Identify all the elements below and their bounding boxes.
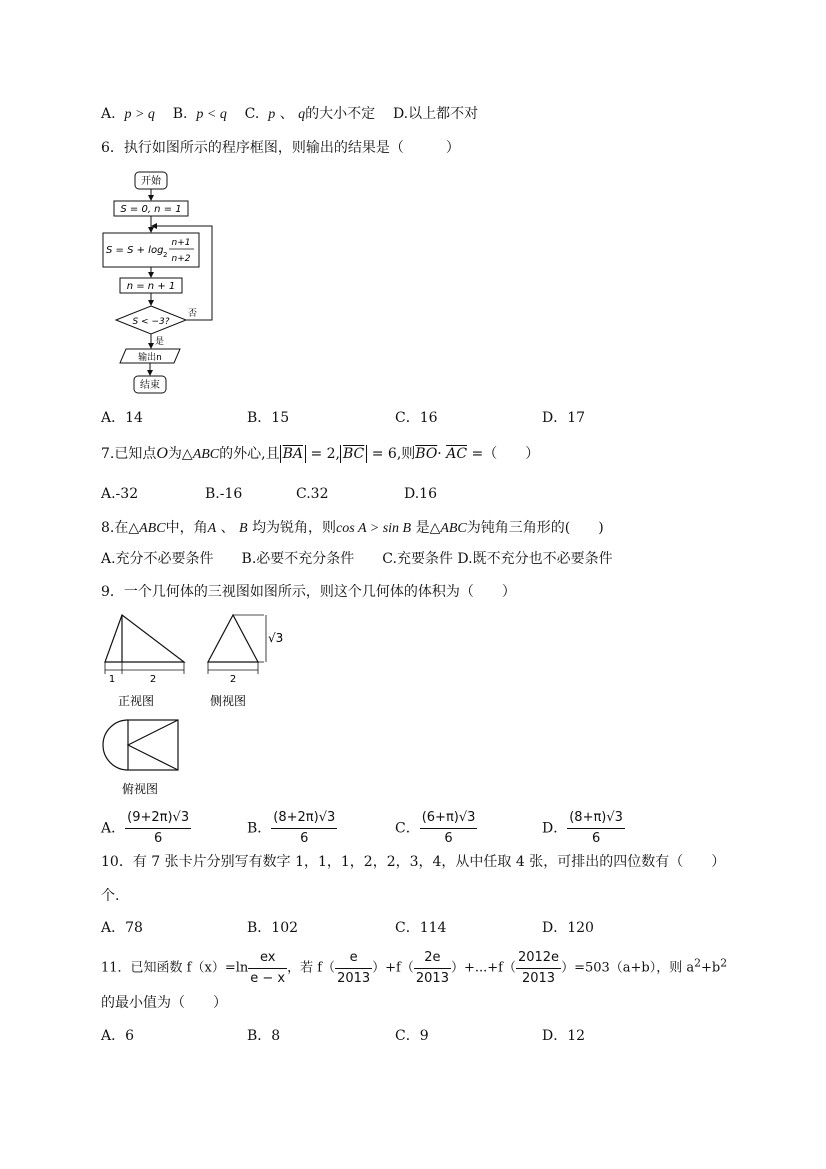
q8-p6: 为钝角三角形的( ) xyxy=(466,520,604,536)
q9-option-d-frac xyxy=(567,808,625,849)
q9-option-a-label: A． xyxy=(101,820,126,837)
side-view-label: 侧视图 xyxy=(210,694,247,708)
q8-a: A xyxy=(207,521,217,536)
q9-option-b-label: B． xyxy=(247,820,272,837)
q9-option-a-frac xyxy=(125,808,191,849)
flow-update-s-text: S = S + log xyxy=(106,245,164,256)
q11-p2: ，若 f（ xyxy=(287,960,336,976)
q8-cond: cos A > sin B xyxy=(336,521,412,536)
q8-p3: 、 xyxy=(220,520,235,536)
q7-mid2: 的外心,且 xyxy=(219,446,280,462)
q7-option-c: C.32 xyxy=(296,486,329,502)
q9-option-a-den: 6 xyxy=(153,831,163,846)
q11-p1: 11．已知函数 f（x）=ln xyxy=(101,960,249,976)
q6-flowchart xyxy=(100,168,230,400)
front-view-label: 正视图 xyxy=(118,694,155,708)
q7-eq1: = 2, xyxy=(310,446,340,462)
q11-option-a: A．6 xyxy=(101,1028,135,1044)
q6-option-d: D．17 xyxy=(542,410,586,426)
q10-stem-line2: 个. xyxy=(101,888,120,904)
q9-option-c-label: C． xyxy=(395,820,420,837)
q5-c-text: 的大小不定 xyxy=(305,106,376,122)
q7-eq2: = 6 xyxy=(371,446,397,462)
q7-abs-ba xyxy=(280,445,306,463)
q9-option-d-label: D． xyxy=(542,820,568,837)
flow-frac-den: n+2 xyxy=(171,254,191,264)
front-dim-2: 2 xyxy=(149,674,157,685)
q11-t2-num: 2e xyxy=(414,948,451,969)
flow-start-text: 开始 xyxy=(141,176,161,187)
flow-yes-label: 是 xyxy=(155,337,165,347)
q11-sup2: 2 xyxy=(720,956,728,970)
q9-option-b xyxy=(247,808,337,849)
q7-vec-bc: $\overline{BC}$ xyxy=(343,446,365,462)
flow-output-text: 输出n xyxy=(138,353,162,363)
q7-o: O xyxy=(156,445,168,462)
q7-abs-bc xyxy=(340,445,367,463)
q11-p5: ）=503（a+b），则 a xyxy=(561,960,695,976)
q11-t1-den: 2013 xyxy=(337,971,371,986)
q9-option-d-num: (8+π)√3 xyxy=(567,808,625,829)
q11-stem-line2: 的最小值为（ ） xyxy=(101,995,227,1011)
q9-option-d-den: 6 xyxy=(591,831,601,846)
q5-opt-d: D.以上都不对 xyxy=(392,106,479,122)
q7-option-b: B.-16 xyxy=(205,486,243,502)
q10-option-b: B．102 xyxy=(247,920,299,936)
q8-b: B xyxy=(239,521,248,536)
top-view-label: 俯视图 xyxy=(122,782,159,796)
top-view-square xyxy=(128,720,178,770)
q11-p4: ）+...+f（ xyxy=(450,960,516,976)
q7-option-a: A.-32 xyxy=(101,486,139,502)
q7-stem xyxy=(101,444,539,465)
q11-frac-t1 xyxy=(335,948,372,989)
q7-dot: · xyxy=(437,446,442,462)
q11-option-d: D．12 xyxy=(542,1028,586,1044)
q8-p4: 均为锐角，则 xyxy=(252,520,337,536)
q9-option-b-den: 6 xyxy=(300,831,309,846)
q9-option-c-num: (6+π)√3 xyxy=(420,808,478,829)
top-view-semicircle xyxy=(103,720,128,770)
q7-mid3: ,则 xyxy=(396,446,416,462)
q9-option-a-num: (9+2π)√3 xyxy=(125,808,191,829)
q9-option-c-den: 6 xyxy=(444,831,453,846)
flow-init-text: S = 0, n = 1 xyxy=(120,204,182,215)
q11-p3: ）+f（ xyxy=(372,960,414,976)
q11-t3-num: 2012e xyxy=(516,948,561,969)
front-dim-1: 1 xyxy=(108,674,116,685)
q8-tri2: △ABC xyxy=(429,521,467,536)
q6-option-c: C．16 xyxy=(395,410,438,426)
flow-no-label: 否 xyxy=(188,309,198,319)
q8-tri1: △ABC xyxy=(128,521,166,536)
q9-option-a xyxy=(101,808,191,849)
q5-options xyxy=(101,104,478,125)
q11-option-b: B．8 xyxy=(247,1028,281,1044)
q5-opt-a: A. xyxy=(101,106,116,122)
q5-opt-c: C. xyxy=(244,106,260,122)
q10-stem-line1: 10．有 7 张卡片分别写有数字 1，1，1，2，2，3，4，从中任取 4 张，可排出的四位数有（ ） xyxy=(101,854,726,870)
q10-option-a: A．78 xyxy=(101,920,143,936)
q10-option-c: C．114 xyxy=(395,920,447,936)
q7-vec-ba: $\overline{BA}$ xyxy=(282,446,303,462)
q11-t1-num: e xyxy=(335,948,372,969)
front-view-triangle xyxy=(105,615,184,662)
q7-prefix: 7.已知点 xyxy=(101,446,157,462)
q8-p5: 是 xyxy=(415,520,430,536)
q9-option-b-num: (8+2π)√3 xyxy=(271,808,337,829)
q9-stem: 9．一个几何体的三视图如图所示，则这个几何体的体积为（ ） xyxy=(101,584,516,600)
q11-option-c: C．9 xyxy=(395,1028,429,1044)
q7-option-d: D.16 xyxy=(404,486,437,502)
q11-frac-t3 xyxy=(516,948,561,989)
q8-options: A.充分不必要条件 B.必要不充分条件 C.充要条件 D.既不充分也不必要条件 xyxy=(101,551,613,567)
q8-p1: 8.在 xyxy=(101,520,129,536)
q11-t3-den: 2013 xyxy=(521,971,556,986)
q7-vec-bo: $\overline{BO}$ xyxy=(415,446,438,462)
flow-cond-text: S < −3? xyxy=(132,317,170,327)
side-dim: 2 xyxy=(229,674,237,685)
q6-stem: 6．执行如图所示的程序框图，则输出的结果是（ ） xyxy=(101,140,460,156)
q8-stem xyxy=(101,518,604,539)
q5-c-sep: 、 xyxy=(279,106,294,122)
q5-opt-b: B. xyxy=(172,106,188,122)
flow-update-n-text: n = n + 1 xyxy=(126,281,176,292)
q7-suffix: =（ ） xyxy=(471,446,540,462)
q6-option-b: B．15 xyxy=(247,410,290,426)
q11-stem-line1 xyxy=(101,948,727,989)
q9-option-d xyxy=(542,808,625,849)
q11-f-den: e − x xyxy=(250,971,286,986)
q11-frac-t2 xyxy=(414,948,451,989)
q5-a-expr: p > q xyxy=(124,107,155,122)
q5-b-expr: p < q xyxy=(196,107,227,122)
q9-option-b-frac xyxy=(271,808,337,849)
q9-three-views xyxy=(100,610,290,800)
q5-c-p: p xyxy=(268,107,276,122)
q11-f-num: ex xyxy=(248,948,287,969)
flow-end-text: 结束 xyxy=(140,380,160,391)
q9-option-c-frac xyxy=(420,808,478,849)
q11-frac-f xyxy=(248,948,287,989)
q7-tri: △ABC xyxy=(181,447,220,462)
height-dim: √3 xyxy=(268,631,284,645)
q7-vec-ac: $\overline{AC}$ xyxy=(446,446,468,462)
q7-mid1: 为 xyxy=(167,446,182,462)
q8-p2: 中，角 xyxy=(165,520,208,536)
q9-option-c xyxy=(395,808,477,849)
q5-c-q: q xyxy=(298,107,306,122)
q10-option-d: D．120 xyxy=(542,920,594,936)
q6-option-a: A．14 xyxy=(101,410,143,426)
flow-log-base: 2 xyxy=(163,251,168,259)
q11-sup1: 2 xyxy=(694,956,702,970)
q11-p6: +b xyxy=(701,960,721,976)
flow-frac-num: n+1 xyxy=(171,238,191,248)
q11-t2-den: 2013 xyxy=(415,971,449,986)
side-view-triangle xyxy=(208,615,258,662)
